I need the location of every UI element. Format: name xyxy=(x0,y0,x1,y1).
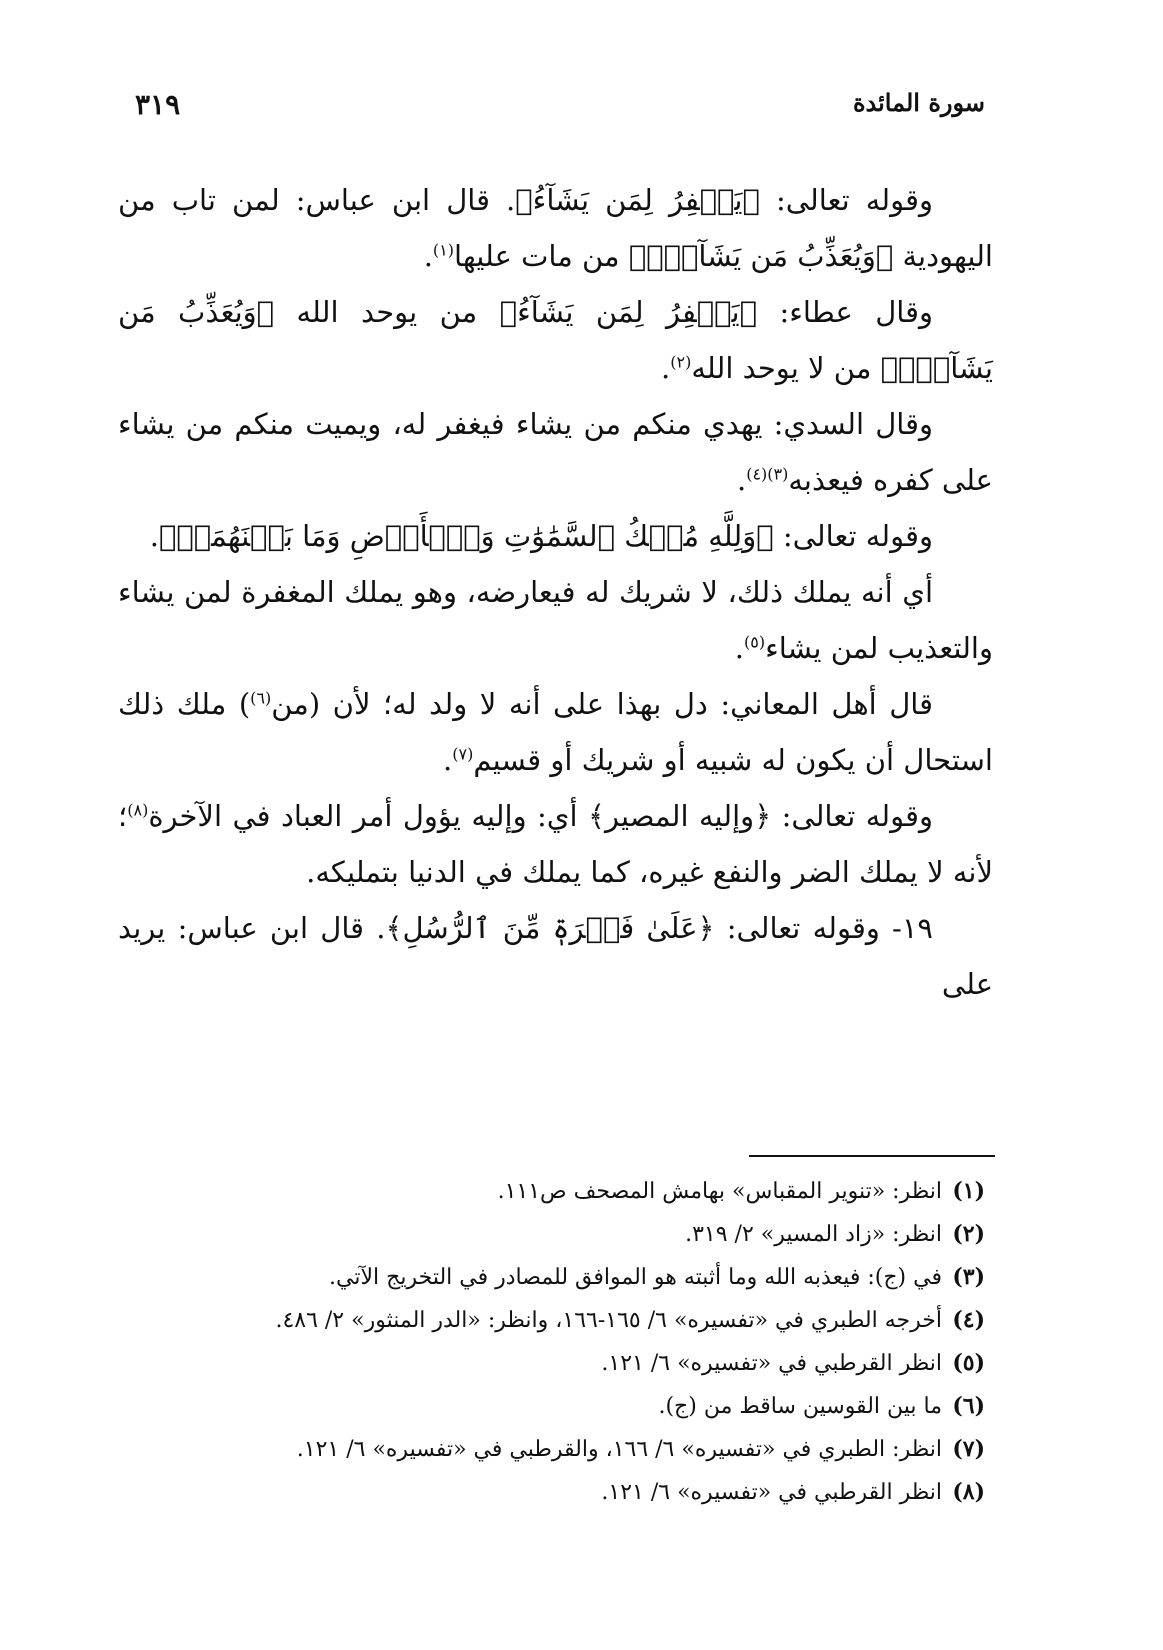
footnote-number: (٧) xyxy=(952,1436,985,1462)
paragraph-6 xyxy=(118,676,993,788)
text-run: من مات عليها xyxy=(454,239,629,273)
text-run: أي أنه يملك ذلك، لا شريك له فيعارضه، وهو يملك المغفرة لمن يشاء والتعذيب لمن يشاء xyxy=(118,575,993,665)
footnotes-list xyxy=(105,1170,985,1514)
footnote-item xyxy=(105,1428,985,1471)
footnote-text: انظر: «زاد المسير» ٢/ ٣١٩. xyxy=(685,1222,942,1247)
footnote-item xyxy=(105,1385,985,1428)
footnote-ref: (١) xyxy=(432,240,455,260)
footnote-ref: (٦) xyxy=(250,688,272,708)
footnote-text: انظر القرطبي في «تفسيره» ٦/ ١٢١. xyxy=(601,1351,942,1376)
quran-quote: ﴿وَلِلَّهِ مُلۡكُ ٱلسَّمَٰوَٰتِ وَٱلۡأَرۡضِ وَمَا بَيۡنَهُمَاۚ﴾ xyxy=(158,519,774,553)
footnote-number: (٣) xyxy=(952,1264,985,1290)
text-run: وقوله تعالى: xyxy=(771,799,933,833)
paragraph-4 xyxy=(118,508,993,564)
paragraph-1 xyxy=(118,172,993,284)
footnote-separator xyxy=(749,1155,995,1157)
footnote-number: (١) xyxy=(952,1178,985,1204)
footnote-number: (٦) xyxy=(952,1393,985,1419)
text-run: . xyxy=(443,743,453,777)
footnote-number: (٢) xyxy=(952,1221,985,1247)
surah-title: سورة المائدة xyxy=(852,88,985,117)
footnote-ref: (٥) xyxy=(743,632,766,652)
footnote-text: في (ج): فيعذبه الله وما أثبته هو الموافق للمصادر في التخريج الآتي. xyxy=(329,1265,942,1290)
text-run: من لا يوحد الله xyxy=(691,351,881,385)
footnote-item xyxy=(105,1471,985,1514)
text-run: . xyxy=(423,239,433,273)
quran-quote: ﴿يَغۡفِرُ لِمَن يَشَآءُ﴾ xyxy=(515,183,760,217)
text-run: وقال السدي: يهدي منكم من يشاء فيغفر له، ويميت منكم من يشاء على كفره فيعذبه xyxy=(118,407,993,497)
text-run: قال أهل المعاني: دل بهذا على أنه لا ولد له؛ لأن (من xyxy=(271,687,934,721)
text-run: وقوله تعالى: xyxy=(773,519,933,553)
paragraph-5 xyxy=(118,564,993,676)
footnote-number: (٤) xyxy=(952,1307,985,1333)
quran-quote: ﴿وَيُعَذِّبُ مَن يَشَآءُۚ﴾ xyxy=(118,295,993,385)
footnote-item xyxy=(105,1299,985,1342)
text-run: . xyxy=(661,351,671,385)
footnote-item xyxy=(105,1170,985,1213)
footnote-number: (٥) xyxy=(952,1350,985,1376)
text-run: . xyxy=(149,519,159,553)
page-number: ٣١٩ xyxy=(135,88,181,121)
quran-quote: ﴿عَلَىٰ فَتۡرَةٖ مِّنَ ٱلرُّسُلِ﴾ xyxy=(385,911,715,945)
footnote-text: أخرجه الطبري في «تفسيره» ٦/ ١٦٥-١٦٦، وانظر: «الدر المنثور» ٢/ ٤٨٦. xyxy=(275,1308,942,1333)
footnote-item xyxy=(105,1213,985,1256)
text-run: ؛ لأنه لا يملك الضر والنفع غيره، كما يملك في الدنيا بتمليكه. xyxy=(118,799,993,889)
footnote-item xyxy=(105,1256,985,1299)
paragraph-2 xyxy=(118,284,993,396)
footnote-ref: (٨) xyxy=(127,800,149,820)
text-run: . قال ابن عباس: لمن تاب من اليهودية xyxy=(118,183,993,273)
page-header xyxy=(135,88,985,128)
text-run: أي: وإليه يؤول أمر العباد في الآخرة xyxy=(148,799,588,833)
footnote-ref: (٧) xyxy=(452,744,474,764)
paragraph-3 xyxy=(118,396,993,508)
paragraph-7 xyxy=(118,788,993,900)
text-run: . xyxy=(734,631,744,665)
text-run: . قال ابن عباس: يريد على xyxy=(118,911,993,1001)
main-text xyxy=(118,172,993,1012)
quran-quote: ﴿يَغۡفِرُ لِمَن يَشَآءُ﴾ xyxy=(499,295,757,329)
footnote-text: انظر: «تنوير المقباس» بهامش المصحف ص١١١. xyxy=(497,1179,942,1204)
text-run: وقوله تعالى: xyxy=(759,183,933,217)
footnote-number: (٨) xyxy=(952,1479,985,1505)
footnote-ref: (٢) xyxy=(670,352,692,372)
quran-quote: ﴿وَيُعَذِّبُ مَن يَشَآءُۚ﴾ xyxy=(628,239,894,273)
footnote-ref: (٣)(٤) xyxy=(746,464,789,484)
footnote-text: انظر القرطبي في «تفسيره» ٦/ ١٢١. xyxy=(601,1480,942,1505)
paragraph-8 xyxy=(118,900,993,1012)
text-run: ) ملك ذلك استحال أن يكون له شبيه أو شريك أو قسيم xyxy=(118,687,993,777)
text-run: . xyxy=(736,463,747,497)
text-run: وقال عطاء: xyxy=(757,295,933,329)
quran-quote: ﴿وإليه المصير﴾ xyxy=(588,799,772,833)
footnote-text: ما بين القوسين ساقط من (ج). xyxy=(658,1394,942,1419)
footnote-text: انظر: الطبري في «تفسيره» ٦/ ١٦٦، والقرطبي في «تفسيره» ٦/ ١٢١. xyxy=(296,1437,942,1462)
footnote-item xyxy=(105,1342,985,1385)
text-run: ١٩- وقوله تعالى: xyxy=(714,911,933,945)
text-run: من يوحد الله xyxy=(274,295,500,329)
